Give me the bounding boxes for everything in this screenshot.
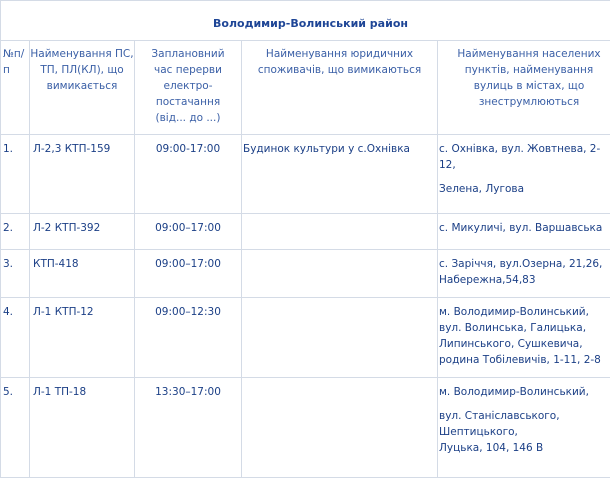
row-consumer: Будинок культури у с.Охнівка (242, 135, 438, 214)
row-number: 5. (1, 378, 30, 478)
row-places: с. Заріччя, вул.Озерна, 21,26, Набережна,54,83 (438, 250, 610, 298)
row-number: 4. (1, 298, 30, 378)
row-object: Л-2 КТП-392 (30, 214, 135, 250)
row-time: 09:00-17:00 (135, 135, 242, 214)
row-places: с. Микуличі, вул. Варшавська (438, 214, 610, 250)
row-object: Л-1 ТП-18 (30, 378, 135, 478)
row-number: 3. (1, 250, 30, 298)
row-consumer (242, 214, 438, 250)
row-places: с. Охнівка, вул. Жовтнева, 2- 12, Зелена, Лугова (438, 135, 610, 214)
row-time: 09:00–12:30 (135, 298, 242, 378)
table-row (1, 214, 610, 250)
district-title: Володимир-Волинський район (1, 1, 610, 41)
header-row (1, 41, 610, 135)
row-time: 09:00–17:00 (135, 214, 242, 250)
table-row (1, 250, 610, 298)
table-row (1, 135, 610, 214)
row-object: Л-1 КТП-12 (30, 298, 135, 378)
header-time: Заплановний час перерви електро- постачання (від... до ...) (135, 41, 242, 135)
row-consumer (242, 378, 438, 478)
header-places: Найменування населених пунктів, найменування вулиць в містах, що знеструмлюються (438, 41, 610, 135)
row-places: м. Володимир-Волинський, вул. Станіславського, Шептицького, Луцька, 104, 146 В (438, 378, 610, 478)
row-time: 09:00–17:00 (135, 250, 242, 298)
district-title-row (1, 1, 610, 41)
row-number: 2. (1, 214, 30, 250)
row-time: 13:30–17:00 (135, 378, 242, 478)
header-object: Найменування ПС, ТП, ПЛ(КЛ), що вимикається (30, 41, 135, 135)
row-number: 1. (1, 135, 30, 214)
header-number: №п/ п (1, 41, 30, 135)
row-consumer (242, 250, 438, 298)
row-places: м. Володимир-Волинський, вул. Волинська, Галицька, Липинського, Сушкевича, родина Тобілевичів, 1-11, 2-8 (438, 298, 610, 378)
row-object: КТП-418 (30, 250, 135, 298)
row-object: Л-2,3 КТП-159 (30, 135, 135, 214)
table-row (1, 298, 610, 378)
row-consumer (242, 298, 438, 378)
header-consumers: Найменування юридичних споживачів, що вимикаються (242, 41, 438, 135)
table-row (1, 378, 610, 478)
